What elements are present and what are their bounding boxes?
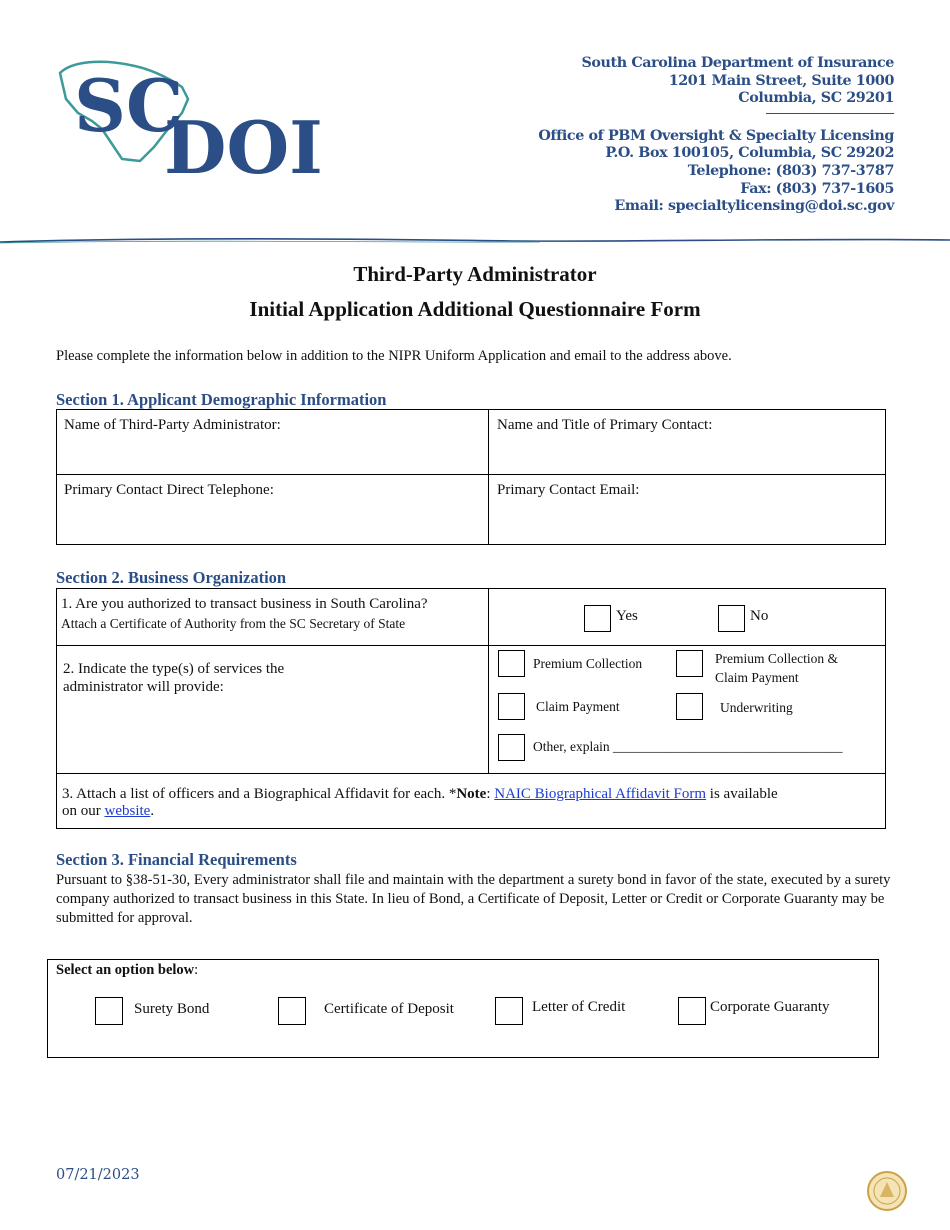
fax: Fax: (803) 737-1605 [740, 180, 894, 197]
form-title: Third-Party Administrator [353, 262, 597, 286]
letter-of-credit-label: Letter of Credit [532, 999, 626, 1015]
claim-payment-label: Claim Payment [536, 699, 620, 714]
primary-contact-name-field[interactable]: Name and Title of Primary Contact: [497, 417, 713, 433]
certificate-of-deposit-checkbox[interactable] [278, 997, 306, 1025]
premium-claim-label-line2: Claim Payment [715, 670, 799, 685]
logo-doi-text: DOI [164, 105, 323, 185]
corporate-guaranty-label: Corporate Guaranty [710, 999, 830, 1015]
q1-text: 1. Are you authorized to transact business in South Carolina? [61, 596, 428, 612]
intro-text: Please complete the information below in addition to the NIPR Uniform Application and email to the address above. [56, 348, 732, 364]
south-carolina-map-icon [52, 55, 332, 185]
other-explain-field[interactable]: Other, explain __________________________________ [533, 739, 843, 754]
underwriting-checkbox[interactable] [676, 693, 703, 720]
letter-of-credit-checkbox[interactable] [495, 997, 523, 1025]
no-label: No [750, 608, 769, 624]
premium-collection-checkbox[interactable] [498, 650, 525, 677]
revision-date: 07/21/2023 [56, 1167, 140, 1183]
primary-contact-email-field[interactable]: Primary Contact Email: [497, 482, 640, 498]
tpa-name-field[interactable]: Name of Third-Party Administrator: [64, 417, 281, 433]
financial-options-box [47, 959, 879, 1058]
street-address: 1201 Main Street, Suite 1000 [668, 72, 894, 89]
form-subtitle: Initial Application Additional Questionnaire Form [249, 297, 701, 321]
section2-table [56, 588, 886, 829]
surety-bond-label: Surety Bond [134, 1001, 210, 1017]
no-checkbox[interactable] [718, 605, 745, 632]
premium-collection-label: Premium Collection [533, 656, 643, 671]
yes-checkbox[interactable] [584, 605, 611, 632]
section3-heading: Section 3. Financial Requirements [56, 850, 297, 869]
city-address: Columbia, SC 29201 [738, 90, 894, 107]
section2-heading: Section 2. Business Organization [56, 568, 287, 587]
telephone: Telephone: (803) 737-3787 [687, 162, 894, 179]
certificate-of-deposit-label: Certificate of Deposit [324, 1001, 454, 1017]
q1-note: Attach a Certificate of Authority from the SC Secretary of State [61, 616, 406, 631]
naic-affidavit-link[interactable]: NAIC Biographical Affidavit Form [494, 786, 707, 802]
primary-contact-phone-field[interactable]: Primary Contact Direct Telephone: [64, 482, 274, 498]
note-label: Note [456, 786, 487, 802]
premium-claim-checkbox[interactable] [676, 650, 703, 677]
state-seal-icon [866, 1170, 908, 1212]
department-name: South Carolina Department of Insurance [581, 55, 894, 71]
other-checkbox[interactable] [498, 734, 525, 761]
corporate-guaranty-checkbox[interactable] [678, 997, 706, 1025]
logo-sc-text: SC [74, 63, 184, 148]
surety-bond-checkbox[interactable] [95, 997, 123, 1025]
select-option-label: Select an option below: [56, 962, 199, 978]
claim-payment-checkbox[interactable] [498, 693, 525, 720]
q2-text-line2: administrator will provide: [63, 679, 224, 695]
website-link[interactable]: website [104, 803, 151, 819]
q2-text-line1: 2. Indicate the type(s) of services the [63, 661, 285, 677]
email-address: Email: specialtylicensing@doi.sc.gov [614, 198, 894, 215]
header-divider-wave [0, 230, 950, 250]
address-divider [766, 113, 894, 114]
address-block [538, 55, 894, 216]
premium-claim-label-line1: Premium Collection & [715, 651, 838, 666]
underwriting-label: Underwriting [720, 700, 793, 715]
yes-label: Yes [616, 608, 638, 624]
q3-text: 3. Attach a list of officers and a Biographical Affidavit for each. *Note: NAIC Biographical Affidavit Form is available on our website. [62, 786, 778, 819]
section1-heading: Section 1. Applicant Demographic Information [56, 390, 387, 409]
scdoi-logo [52, 55, 332, 185]
section1-table [56, 409, 886, 545]
po-box: P.O. Box 100105, Columbia, SC 29202 [605, 145, 894, 162]
section3-paragraph: Pursuant to §38-51-30, Every administrator shall file and maintain with the department a surety bond in favor of the state, executed by a surety company authorized to transact business in this State. In lieu of Bond, a Certificate of Deposit, Letter or Credit or Corporate Guaranty may be submitted for approval. [56, 872, 891, 926]
office-name: Office of PBM Oversight & Specialty Licensing [538, 127, 894, 144]
